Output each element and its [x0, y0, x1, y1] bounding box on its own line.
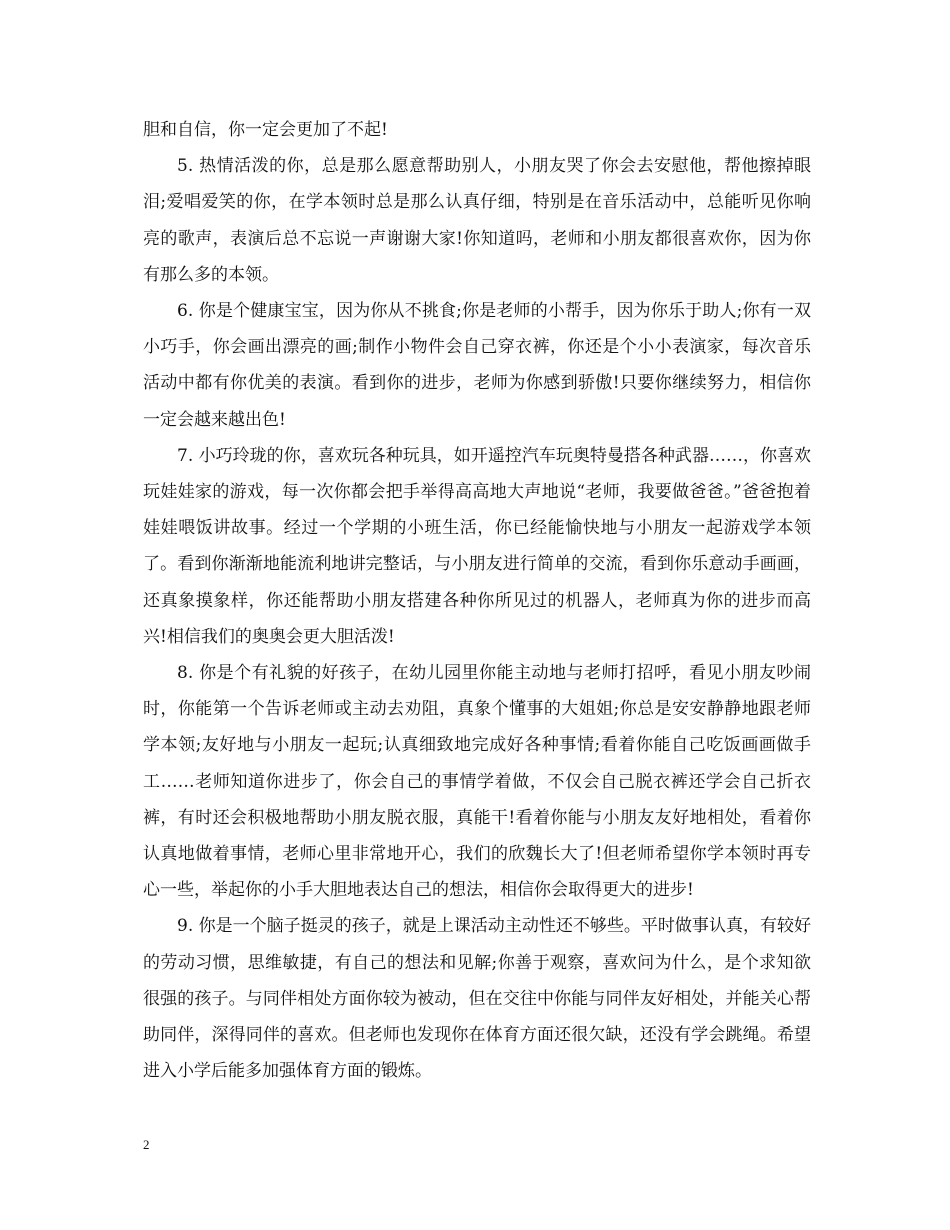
page-number: 2 [143, 1137, 150, 1152]
paragraph-item-6: 6. 你是个健康宝宝，因为你从不挑食;你是老师的小帮手，因为你乐于助人;你有一双小巧手，你会画出漂亮的画;制作小物件会自己穿衣裤，你还是个小小表演家，每次音乐活动中都有你优美的表演。看到你的进步，老师为你感到骄傲!只要你继续努力，相信你一定会越来越出色! [143, 301, 811, 430]
paragraph-item-7: 7. 小巧玲珑的你，喜欢玩各种玩具，如开遥控汽车玩奥特曼搭各种武器……，你喜欢玩娃娃家的游戏，每一次你都会把手举得高高地大声地说“老师，我要做爸爸。”爸爸抱着娃娃喂饭讲故事。经过一个学期的小班生活，你已经能愉快地与小朋友一起游戏学本领了。看到你渐渐地能流利地讲完整话，与小朋友进行简单的交流，看到你乐意动手画画，还真象摸象样，你还能帮助小朋友搭建各种你所见过的机器人，老师真为你的进步而高兴!相信我们的奥奥会更大胆活泼! [143, 445, 811, 647]
paragraph-continuation: 胆和自信，你一定会更加了不起! [143, 120, 388, 140]
paragraph-item-9: 9. 你是一个脑子挺灵的孩子，就是上课活动主动性还不够些。平时做事认真，有较好的劳动习惯，思维敏捷，有自己的想法和见解;你善于观察，喜欢问为什么，是个求知欲很强的孩子。与同伴相处方面你较为被动，但在交往中你能与同伴友好相处，并能关心帮助同伴，深得同伴的喜欢。但老师也发现你在体育方面还很欠缺，还没有学会跳绳。希望进入小学后能多加强体育方面的锻炼。 [143, 916, 811, 1082]
paragraph-item-8: 8. 你是个有礼貌的好孩子，在幼儿园里你能主动地与老师打招呼，看见小朋友吵闹时，你能第一个告诉老师或主动去劝阻，真象个懂事的大姐姐;你总是安安静静地跟老师学本领;友好地与小朋友一起玩;认真细致地完成好各种事情;看着你能自己吃饭画画做手工……老师知道你进步了，你会自己的事情学着做，不仅会自己脱衣裤还学会自己折衣裤，有时还会积极地帮助小朋友脱衣服，真能干!看着你能与小朋友友好地相处，看着你认真地做着事情，老师心里非常地开心，我们的欣魏长大了!但老师希望你学本领时再专心一些，举起你的小手大胆地表达自己的想法，相信你会取得更大的进步! [143, 663, 811, 901]
document-body [143, 112, 811, 1089]
paragraph-item-5: 5. 热情活泼的你，总是那么愿意帮助别人，小朋友哭了你会去安慰他，帮他擦掉眼泪;爱唱爱笑的你，在学本领时总是那么认真仔细，特别是在音乐活动中，总能听见你响亮的歌声，表演后总不忘说一声谢谢大家!你知道吗，老师和小朋友都很喜欢你，因为你有那么多的本领。 [143, 156, 811, 285]
